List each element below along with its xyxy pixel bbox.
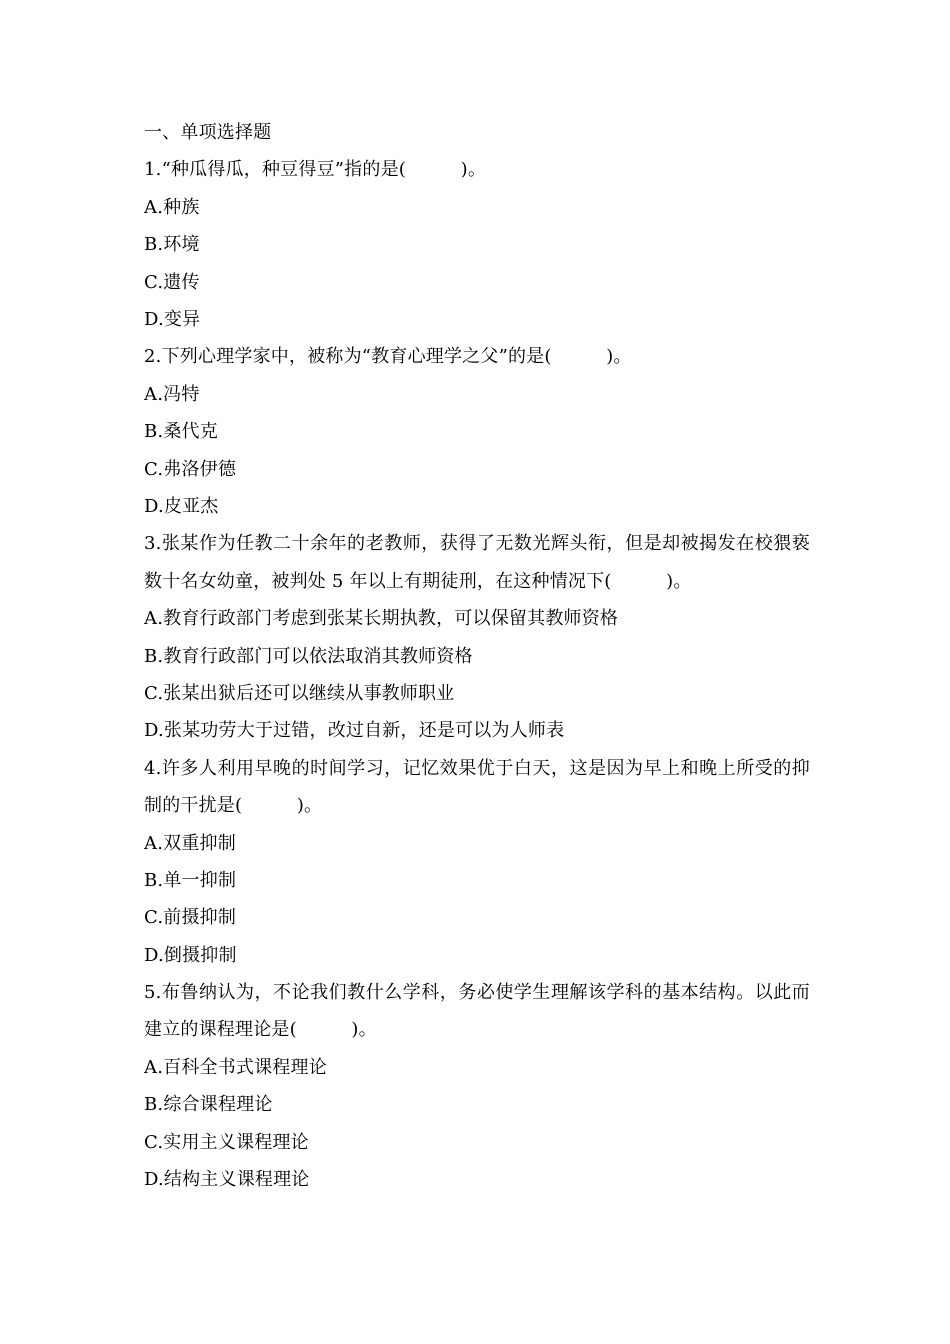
option-d: D.皮亚杰 [144, 495, 219, 517]
option-a: A.百科全书式课程理论 [144, 1056, 327, 1078]
option-b: B.综合课程理论 [144, 1094, 273, 1116]
question-stem: 5.布鲁纳认为，不论我们教什么学科，务必使学生理解该学科的基本结构。以此而建立的课程理论是( )。 [144, 982, 810, 1041]
option-c: C.实用主义课程理论 [144, 1131, 309, 1153]
question-2 [144, 338, 810, 525]
option-a: A.冯特 [144, 383, 200, 405]
option-b: B.环境 [144, 234, 200, 256]
option-b: B.桑代克 [144, 421, 218, 443]
option-d: D.结构主义课程理论 [144, 1169, 310, 1191]
option-c: C.遗传 [144, 271, 200, 293]
option-d: D.张某功劳大于过错，改过自新，还是可以为人师表 [144, 720, 565, 742]
question-1 [144, 151, 810, 338]
question-stem: 2.下列心理学家中，被称为“教育心理学之父”的是( )。 [144, 346, 632, 368]
question-list [144, 114, 810, 1198]
question-stem: 3.张某作为任教二十余年的老教师，获得了无数光辉头衔，但是却被揭发在校猥亵数十名女幼童，被判处 5 年以上有期徒刑，在这种情况下( )。 [144, 533, 810, 592]
option-a: A.种族 [144, 196, 200, 218]
option-d: D.倒摄抑制 [144, 944, 237, 966]
question-5 [144, 974, 810, 1198]
option-b: B.单一抑制 [144, 869, 237, 891]
option-a: A.教育行政部门考虑到张某长期执教，可以保留其教师资格 [144, 608, 619, 630]
option-c: C.弗洛伊德 [144, 458, 237, 480]
option-b: B.教育行政部门可以依法取消其教师资格 [144, 645, 473, 667]
option-c: C.张某出狱后还可以继续从事教师职业 [144, 682, 455, 704]
question-4 [144, 750, 810, 974]
option-d: D.变异 [144, 308, 201, 330]
option-c: C.前摄抑制 [144, 907, 237, 929]
question-stem: 4.许多人利用早晚的时间学习，记忆效果优于白天，这是因为早上和晚上所受的抑制的干扰是( )。 [144, 757, 810, 817]
question-stem: 1.“种瓜得瓜，种豆得豆”指的是( )。 [144, 159, 487, 181]
option-a: A.双重抑制 [144, 832, 236, 854]
question-3 [144, 525, 810, 749]
section-title: 一、单项选择题 [144, 122, 272, 143]
